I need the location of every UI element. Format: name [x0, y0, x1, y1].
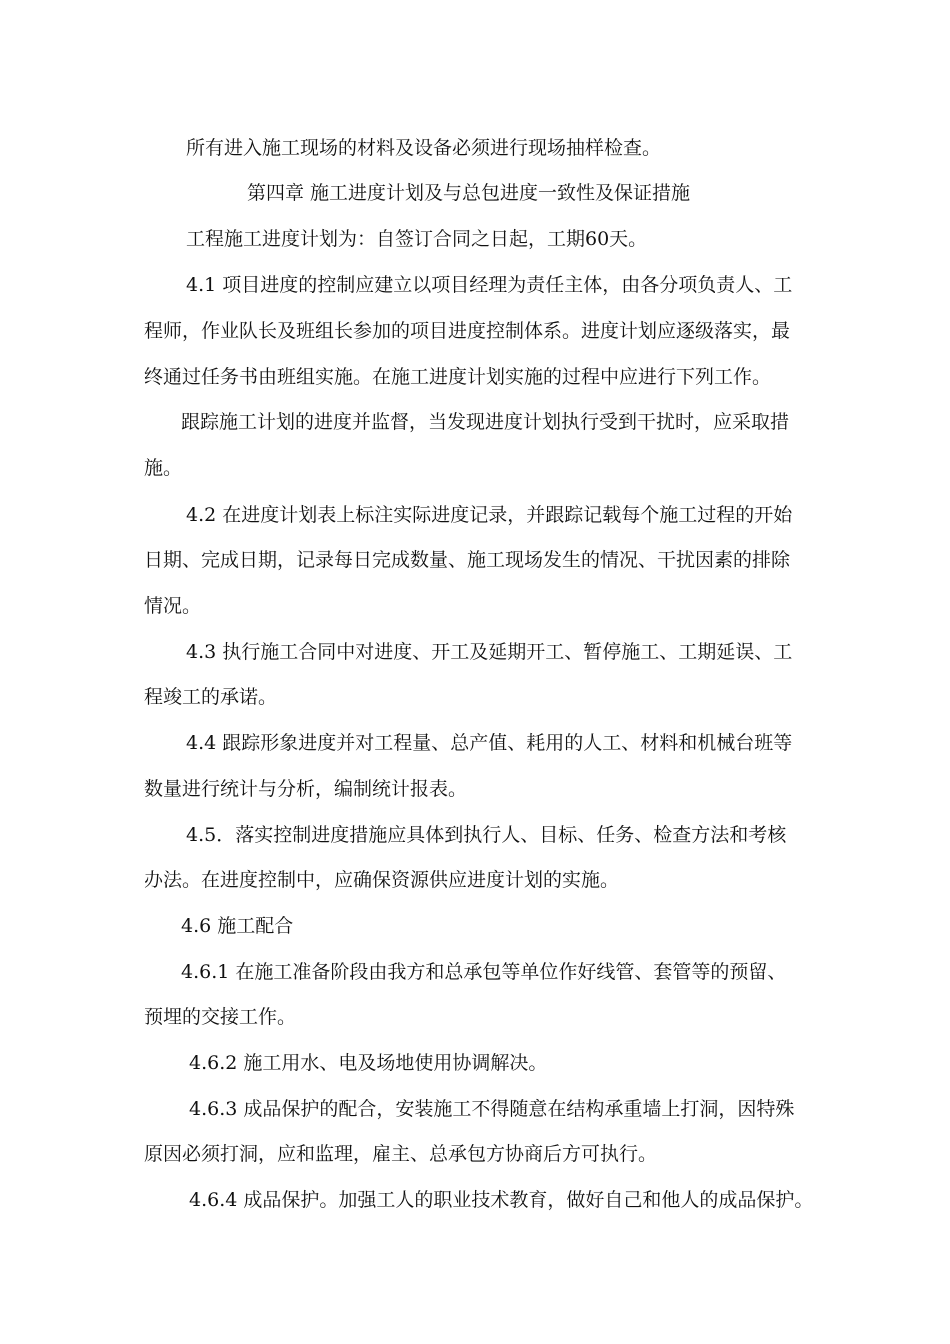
para-4-1-line-3: 终通过任务书由班组实施。在施工进度计划实施的过程中应进行下列工作。 — [144, 366, 772, 388]
para-4-6-1-line-1: 4.6.1 在施工准备阶段由我方和总承包等单位作好线管、套管等的预留、 — [181, 961, 787, 983]
para-4-6-3-line-2: 原因必须打洞，应和监理，雇主、总承包方协商后方可执行。 — [144, 1143, 658, 1165]
para-4-2-line-2: 日期、完成日期，记录每日完成数量、施工现场发生的情况、干扰因素的排除 — [144, 549, 791, 571]
para-4-6-1-line-2: 预埋的交接工作。 — [144, 1006, 297, 1028]
para-4-4-line-2: 数量进行统计与分析，编制统计报表。 — [144, 778, 468, 800]
schedule-line: 工程施工进度计划为：自签订合同之日起，工期60天。 — [186, 228, 648, 250]
para-4-1-line-1: 4.1 项目进度的控制应建立以项目经理为责任主体，由各分项负责人、工 — [186, 274, 793, 296]
para-4-2-line-3: 情况。 — [144, 595, 202, 617]
para-tracking-line-1: 跟踪施工计划的进度并监督，当发现进度计划执行受到干扰时，应采取措 — [181, 411, 790, 433]
para-4-3-line-1: 4.3 执行施工合同中对进度、开工及延期开工、暂停施工、工期延误、工 — [186, 641, 793, 663]
para-4-5-line-1: 4.5．落实控制进度措施应具体到执行人、目标、任务、检查方法和考核 — [186, 824, 787, 846]
heading-4-6: 4.6 施工配合 — [181, 915, 294, 937]
para-4-2-line-1: 4.2 在进度计划表上标注实际进度记录，并跟踪记载每个施工过程的开始 — [186, 504, 793, 526]
para-4-3-line-2: 程竣工的承诺。 — [144, 686, 278, 708]
para-tracking-line-2: 施。 — [144, 457, 183, 479]
intro-line: 所有进入施工现场的材料及设备必须进行现场抽样检查。 — [186, 137, 662, 159]
para-4-6-4: 4.6.4 成品保护。加强工人的职业技术教育，做好自己和他人的成品保护。 — [189, 1189, 814, 1211]
para-4-6-2: 4.6.2 施工用水、电及场地使用协调解决。 — [189, 1052, 548, 1074]
chapter-title: 第四章 施工进度计划及与总包进度一致性及保证措施 — [247, 182, 691, 204]
para-4-6-3-line-1: 4.6.3 成品保护的配合，安装施工不得随意在结构承重墙上打洞，因特殊 — [189, 1098, 795, 1120]
para-4-1-line-2: 程师，作业队长及班组长参加的项目进度控制体系。进度计划应逐级落实，最 — [144, 320, 791, 342]
para-4-4-line-1: 4.4 跟踪形象进度并对工程量、总产值、耗用的人工、材料和机械台班等 — [186, 732, 793, 754]
para-4-5-line-2: 办法。在进度控制中，应确保资源供应进度计划的实施。 — [144, 869, 620, 891]
